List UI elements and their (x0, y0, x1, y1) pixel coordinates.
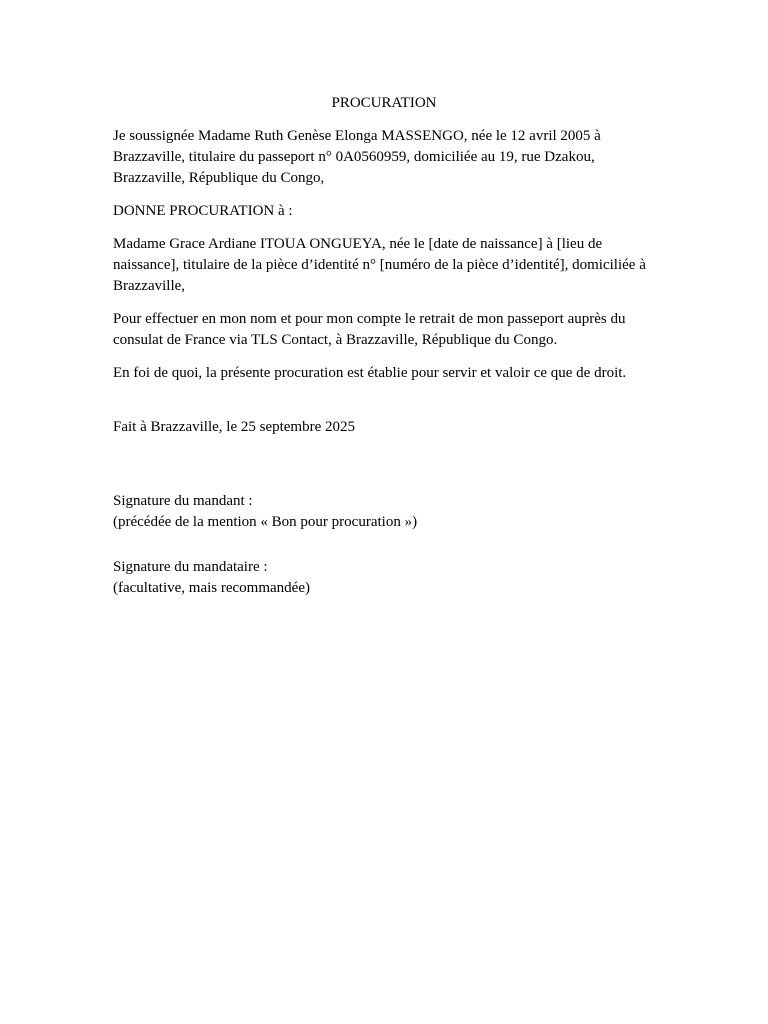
document-title: PROCURATION (331, 95, 437, 111)
signature-mandant-note: (précédée de la mention « Bon pour procuration ») (113, 514, 418, 530)
signature-mandataire-label: Signature du mandataire : (113, 559, 268, 575)
donne-procuration-heading: DONNE PROCURATION à : (113, 203, 293, 219)
spacer (113, 450, 658, 491)
fait-a-line: Fait à Brazzaville, le 25 septembre 2025 (113, 419, 355, 435)
intro-paragraph: Je soussignée Madame Ruth Genèse Elonga MASSENGO, née le 12 avril 2005 à Brazzaville, titulaire du passeport n° 0A0560959, domiciliée au 19, rue Dzakou, Brazzaville, République du Congo, (113, 128, 601, 186)
signature-mandataire-note: (facultative, mais recommandée) (113, 580, 310, 596)
document-page (113, 93, 658, 611)
signature-mandataire-block (113, 557, 658, 599)
objet-paragraph: Pour effectuer en mon nom et pour mon compte le retrait de mon passeport auprès du consulat de France via TLS Contact, à Brazzaville, République du Congo. (113, 311, 626, 348)
foi-paragraph: En foi de quoi, la présente procuration est établie pour servir et valoir ce que de droit. (113, 365, 627, 381)
mandataire-paragraph: Madame Grace Ardiane ITOUA ONGUEYA, née le [date de naissance] à [lieu de naissance], titulaire de la pièce d’identité n° [numéro de la pièce d’identité], domiciliée à Brazzaville, (113, 236, 646, 294)
signature-mandant-label: Signature du mandant : (113, 493, 253, 509)
spacer (113, 396, 658, 417)
spacer (113, 545, 658, 557)
signature-mandant-block (113, 491, 658, 533)
